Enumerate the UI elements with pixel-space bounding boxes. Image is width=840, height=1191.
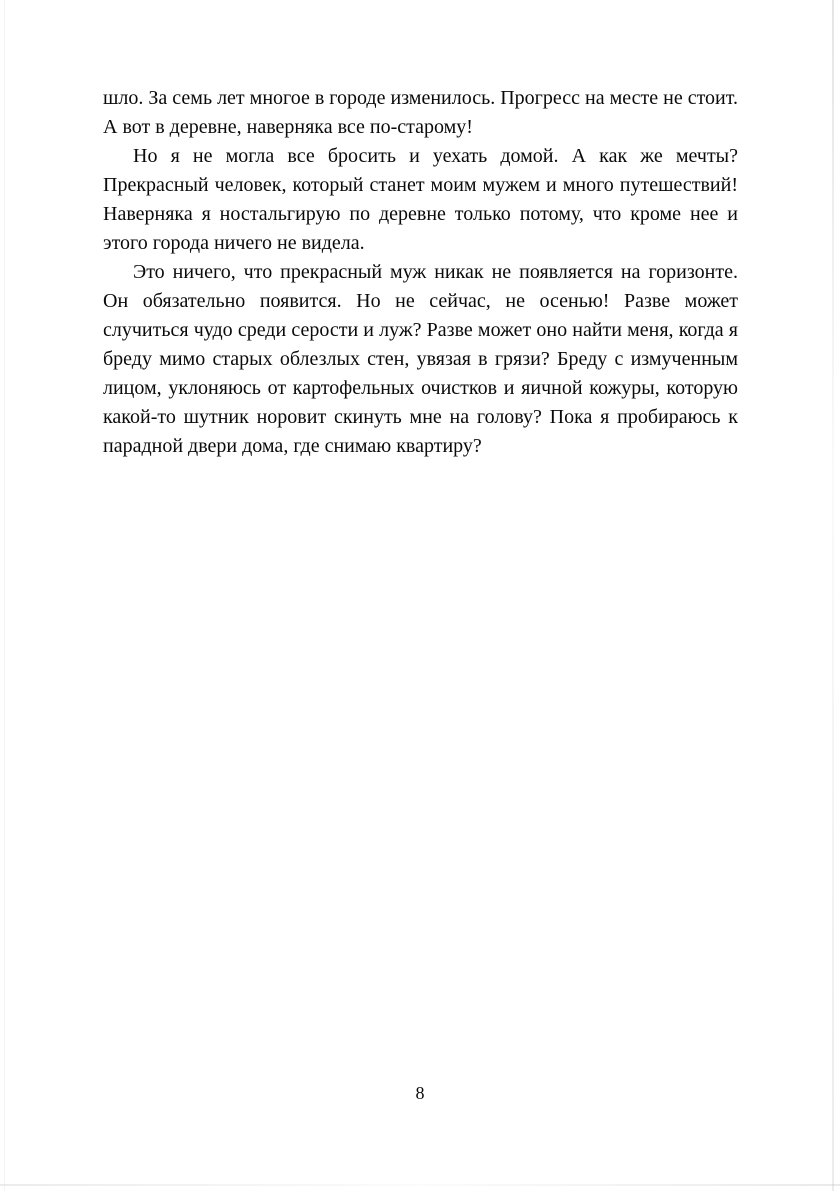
paragraph: Но я не могла все бросить и уехать домой. А как же мечты? Прекрасный человек, который станет моим мужем и много путешествий! Наверняка я ностальгирую по деревне только потому, что кроме нее и этого города ничего не видела. — [103, 145, 738, 254]
page-number: 8 — [415, 1083, 425, 1103]
scan-edge-right — [832, 0, 834, 1191]
scan-edge-bottom — [0, 1184, 840, 1186]
page-text-block — [103, 84, 738, 461]
scan-edge-left — [4, 0, 5, 1191]
paragraph-continuation: шло. За семь лет многое в городе изменилось. Прогресс на месте не стоит. А вот в деревне, наверняка все по-старому! — [103, 87, 738, 138]
paragraph: Это ничего, что прекрасный муж никак не появляется на горизонте. Он обязательно появится. Но не сейчас, не осенью! Разве может случиться чудо среди серости и луж? Разве может оно найти меня, когда я бреду мимо старых облезлых стен, увязая в грязи? Бреду с измученным лицом, уклоняюсь от картофельных очистков и яичной кожуры, которую какой-то шутник норовит скинуть мне на голову? Пока я пробираюсь к парадной двери дома, где снимаю квартиру? — [103, 261, 738, 457]
